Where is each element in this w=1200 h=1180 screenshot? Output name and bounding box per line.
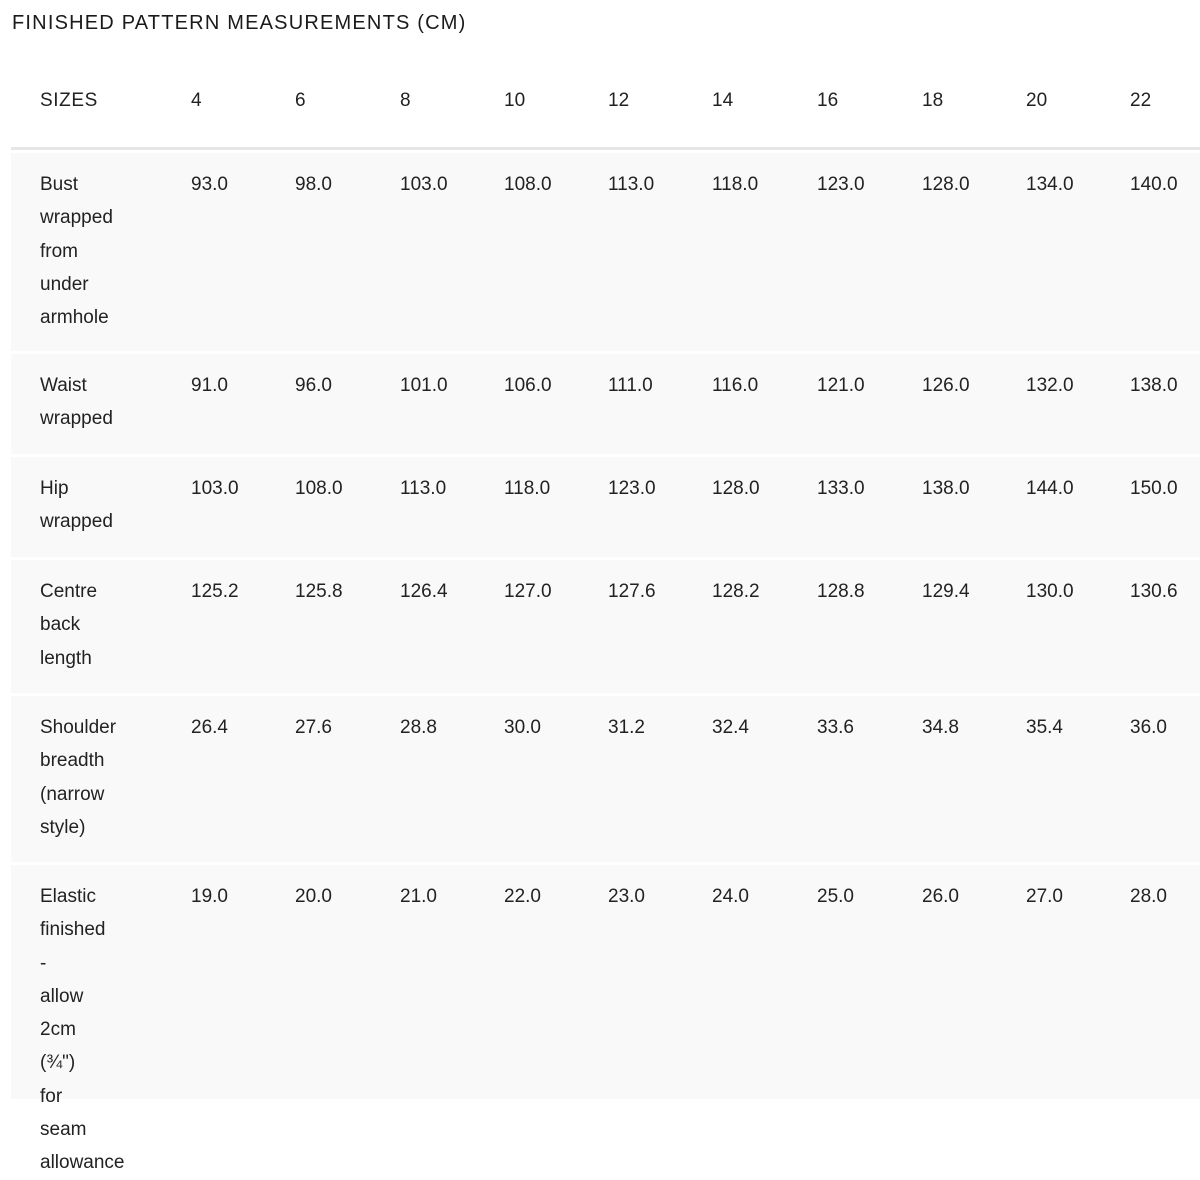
table-cell: 30.0 xyxy=(504,717,541,738)
table-cell: 27.6 xyxy=(295,717,332,738)
table-cell: 138.0 xyxy=(1130,375,1178,396)
table-cell: 128.2 xyxy=(712,581,760,602)
table-cell: 118.0 xyxy=(504,478,551,499)
table-cell: 93.0 xyxy=(191,174,228,195)
table-cell: 128.0 xyxy=(922,174,970,195)
table-cell: 123.0 xyxy=(608,478,656,499)
row-label: Centre back length xyxy=(40,581,98,669)
row-label: Bust wrapped from under armhole xyxy=(40,174,113,329)
sizes-header-label: SIZES xyxy=(40,90,98,111)
table-cell: 150.0 xyxy=(1130,478,1178,499)
row-label: Waist wrapped xyxy=(40,375,113,430)
table-cell: 27.0 xyxy=(1026,886,1063,907)
table-header-row xyxy=(11,58,1200,150)
size-header: 6 xyxy=(295,90,306,111)
table-cell: 121.0 xyxy=(817,375,865,396)
table-cell: 28.0 xyxy=(1130,886,1167,907)
size-header: 18 xyxy=(922,90,944,111)
table-cell: 26.0 xyxy=(922,886,959,907)
table-cell: 21.0 xyxy=(400,886,437,907)
size-header: 8 xyxy=(400,90,411,111)
table-cell: 134.0 xyxy=(1026,174,1074,195)
size-header: 12 xyxy=(608,90,630,111)
table-cell: 138.0 xyxy=(922,478,970,499)
table-cell: 106.0 xyxy=(504,375,552,396)
table-cell: 126.0 xyxy=(922,375,970,396)
table-cell: 140.0 xyxy=(1130,174,1178,195)
table-cell: 26.4 xyxy=(191,717,228,738)
size-header: 10 xyxy=(504,90,526,111)
table-cell: 33.6 xyxy=(817,717,854,738)
table-cell: 20.0 xyxy=(295,886,332,907)
table-cell: 19.0 xyxy=(191,886,228,907)
row-label: Shoulder breadth (narrow style) xyxy=(40,717,117,838)
table-cell: 130.6 xyxy=(1130,581,1178,602)
table-cell: 35.4 xyxy=(1026,717,1063,738)
table-cell: 28.8 xyxy=(400,717,437,738)
table-cell: 133.0 xyxy=(817,478,865,499)
table-cell: 34.8 xyxy=(922,717,959,738)
table-cell: 129.4 xyxy=(922,581,970,602)
table-cell: 23.0 xyxy=(608,886,645,907)
size-header: 16 xyxy=(817,90,839,111)
table-cell: 108.0 xyxy=(295,478,343,499)
table-cell: 36.0 xyxy=(1130,717,1167,738)
table-row-hip xyxy=(11,457,1200,557)
size-header: 14 xyxy=(712,90,734,111)
table-cell: 128.0 xyxy=(712,478,760,499)
table-cell: 31.2 xyxy=(608,717,645,738)
table-row-shoulder-breadth xyxy=(11,696,1200,862)
table-cell: 125.8 xyxy=(295,581,343,602)
table-cell: 22.0 xyxy=(504,886,541,907)
table-cell: 103.0 xyxy=(400,174,448,195)
table-cell: 125.2 xyxy=(191,581,239,602)
table-cell: 32.4 xyxy=(712,717,749,738)
measurements-table xyxy=(11,58,1200,1174)
table-cell: 25.0 xyxy=(817,886,854,907)
table-cell: 123.0 xyxy=(817,174,865,195)
table-cell: 113.0 xyxy=(400,478,447,499)
table-cell: 103.0 xyxy=(191,478,239,499)
table-cell: 126.4 xyxy=(400,581,448,602)
table-cell: 132.0 xyxy=(1026,375,1074,396)
table-cell: 24.0 xyxy=(712,886,749,907)
table-cell: 116.0 xyxy=(712,375,759,396)
table-cell: 111.0 xyxy=(608,375,653,396)
table-row-waist xyxy=(11,354,1200,454)
row-label: Hip wrapped xyxy=(40,478,113,533)
size-header: 20 xyxy=(1026,90,1048,111)
table-cell: 101.0 xyxy=(400,375,448,396)
size-header: 4 xyxy=(191,90,202,111)
table-cell: 118.0 xyxy=(712,174,759,195)
table-row-bust xyxy=(11,153,1200,351)
table-cell: 108.0 xyxy=(504,174,552,195)
table-cell: 127.6 xyxy=(608,581,656,602)
table-cell: 130.0 xyxy=(1026,581,1074,602)
table-cell: 144.0 xyxy=(1026,478,1074,499)
table-cell: 96.0 xyxy=(295,375,332,396)
table-cell: 98.0 xyxy=(295,174,332,195)
table-cell: 127.0 xyxy=(504,581,552,602)
table-row-elastic xyxy=(11,865,1200,1174)
table-cell: 91.0 xyxy=(191,375,228,396)
row-label: Elastic finished - allow 2cm (¾") for seam allowance xyxy=(40,886,125,1174)
table-cell: 113.0 xyxy=(608,174,655,195)
page-title: FINISHED PATTERN MEASUREMENTS (CM) xyxy=(12,12,467,34)
size-header: 22 xyxy=(1130,90,1152,111)
table-row-centre-back-length xyxy=(11,560,1200,693)
table-cell: 128.8 xyxy=(817,581,865,602)
